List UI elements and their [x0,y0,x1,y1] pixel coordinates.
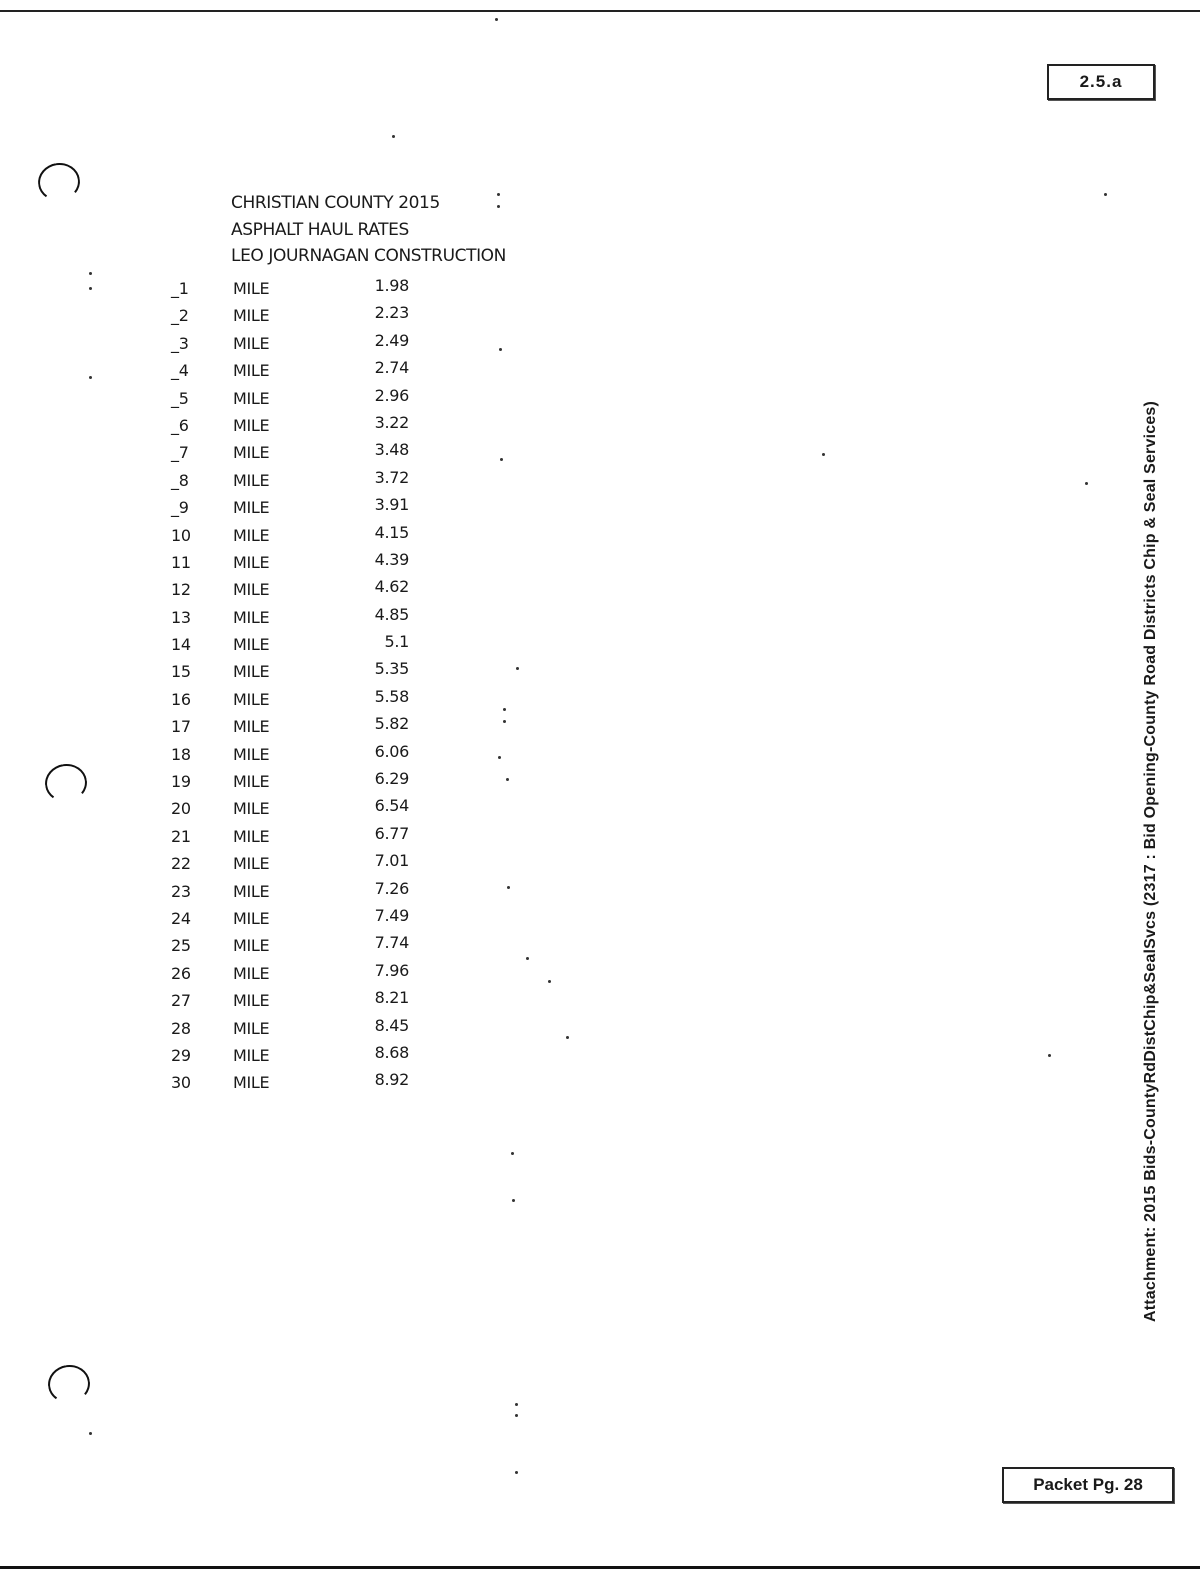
distance-unit: MILE [233,635,270,655]
heading-rates-title: ASPHALT HAUL RATES [231,220,409,240]
table-row [165,603,425,630]
distance-unit: MILE [233,936,270,956]
scan-speck [392,135,395,138]
distance-unit: MILE [233,361,270,381]
distance-unit: MILE [233,1045,270,1065]
distance-unit: MILE [233,826,270,846]
haul-rate-value: 4.39 [374,549,409,569]
haul-rate-value: 2.23 [374,303,409,323]
scan-speck [503,708,506,711]
distance-unit: MILE [233,689,270,709]
distance-miles: 29 [171,1045,191,1065]
haul-rate-value: 7.74 [374,933,409,953]
scan-speck [1048,1054,1051,1057]
distance-miles: 21 [171,826,191,846]
table-row [165,1068,425,1095]
distance-unit: MILE [233,525,270,545]
haul-rate-value: 3.72 [374,467,409,487]
attachment-note: Attachment: 2015 Bids-CountyRdDistChip&SealSvcs (2317 : Bid Opening-County Road Districts Chip & Seal Services) [1142,400,1159,1322]
table-row [165,904,425,931]
top-edge-rule [0,10,1200,12]
table-row [165,740,425,767]
haul-rate-value: 6.54 [374,796,409,816]
scan-speck [498,756,501,759]
distance-unit: MILE [233,279,270,298]
distance-miles: 26 [171,963,191,983]
distance-miles: _5 [171,388,189,408]
haul-rate-value: 3.48 [374,440,409,460]
distance-unit: MILE [233,854,270,874]
haul-rate-value: 6.06 [374,741,409,761]
distance-miles: 13 [171,607,191,627]
table-row [165,548,425,575]
distance-unit: MILE [233,470,270,490]
scan-speck [515,1471,518,1474]
distance-miles: 16 [171,689,191,709]
distance-unit: MILE [233,963,270,983]
scan-speck [566,1036,569,1039]
distance-unit: MILE [233,580,270,600]
haul-rate-value: 1.98 [374,276,409,295]
scan-speck [89,1432,92,1435]
distance-unit: MILE [233,388,270,408]
table-row [165,438,425,465]
haul-rate-value: 7.49 [374,905,409,925]
scan-speck [548,980,551,983]
distance-miles: _2 [171,306,189,326]
distance-miles: _8 [171,470,189,490]
haul-rate-value: 7.01 [374,851,409,871]
distance-unit: MILE [233,662,270,682]
punch-hole-bottom [46,1362,93,1405]
heading-contractor: LEO JOURNAGAN CONSTRUCTION [231,246,506,266]
distance-miles: 22 [171,854,191,874]
distance-unit: MILE [233,1018,270,1038]
haul-rate-value: 4.15 [374,522,409,542]
haul-rate-value: 4.62 [374,577,409,597]
distance-unit: MILE [233,552,270,572]
scan-speck [89,376,92,379]
scan-speck [89,287,92,290]
distance-miles: _3 [171,333,189,353]
table-row [165,521,425,548]
distance-miles: 19 [171,772,191,792]
distance-miles: 25 [171,936,191,956]
bottom-edge-rule [0,1566,1200,1569]
table-row [165,712,425,739]
table-row [165,877,425,904]
punch-hole-middle [43,761,90,804]
distance-miles: _7 [171,443,189,463]
table-row [165,329,425,356]
scan-speck [507,886,510,889]
table-row [165,986,425,1013]
scan-speck [822,453,825,456]
haul-rate-value: 5.82 [374,714,409,734]
table-row [165,301,425,328]
heading-county: CHRISTIAN COUNTY 2015 [231,193,440,213]
distance-miles: 23 [171,881,191,901]
haul-rate-value: 5.58 [374,686,409,706]
scan-speck [516,667,519,670]
haul-rate-value: 8.21 [374,988,409,1008]
scan-speck [515,1403,518,1406]
distance-unit: MILE [233,443,270,463]
haul-rate-value: 8.45 [374,1015,409,1035]
distance-unit: MILE [233,744,270,764]
haul-rate-value: 8.68 [374,1042,409,1062]
distance-unit: MILE [233,333,270,353]
distance-unit: MILE [233,607,270,627]
table-row [165,356,425,383]
distance-unit: MILE [233,1073,270,1093]
distance-miles: 11 [171,552,191,572]
distance-miles: 12 [171,580,191,600]
distance-miles: 14 [171,635,191,655]
table-row [165,411,425,438]
haul-rate-value: 8.92 [374,1070,409,1090]
distance-miles: 15 [171,662,191,682]
haul-rate-value: 6.29 [374,769,409,789]
table-row [165,931,425,958]
scan-speck [512,1199,515,1202]
scan-speck [1085,482,1088,485]
distance-miles: 20 [171,799,191,819]
haul-rate-value: 5.1 [384,632,409,652]
haul-rate-value: 7.96 [374,960,409,980]
haul-rate-table [165,274,425,1096]
distance-unit: MILE [233,908,270,928]
table-row [165,493,425,520]
punch-hole-top [36,160,83,203]
table-row [165,1014,425,1041]
distance-miles: 28 [171,1018,191,1038]
haul-rate-value: 7.26 [374,878,409,898]
haul-rate-value: 3.22 [374,412,409,432]
table-row [165,685,425,712]
scan-speck [1104,193,1107,196]
table-row [165,959,425,986]
distance-miles: _1 [171,279,189,298]
scan-speck [497,205,500,208]
table-row [165,657,425,684]
scan-speck [526,957,529,960]
scan-speck [500,458,503,461]
distance-unit: MILE [233,306,270,326]
table-row [165,822,425,849]
haul-rate-value: 2.49 [374,330,409,350]
table-row [165,466,425,493]
distance-miles: 10 [171,525,191,545]
scan-speck [495,18,498,21]
distance-miles: 18 [171,744,191,764]
scan-speck [511,1152,514,1155]
table-row [165,384,425,411]
distance-unit: MILE [233,415,270,435]
distance-miles: _9 [171,498,189,518]
distance-miles: 30 [171,1073,191,1093]
distance-unit: MILE [233,881,270,901]
packet-page-number: Packet Pg. 28 [1002,1467,1174,1503]
table-row [165,794,425,821]
table-row [165,1041,425,1068]
distance-unit: MILE [233,498,270,518]
haul-rate-value: 6.77 [374,823,409,843]
distance-unit: MILE [233,991,270,1011]
table-row [165,630,425,657]
table-row [165,274,425,301]
scan-speck [499,348,502,351]
haul-rate-value: 5.35 [374,659,409,679]
scan-speck [506,778,509,781]
haul-rate-value: 2.74 [374,358,409,378]
distance-miles: _6 [171,415,189,435]
distance-miles: 17 [171,717,191,737]
haul-rate-value: 4.85 [374,604,409,624]
distance-unit: MILE [233,799,270,819]
table-row [165,849,425,876]
haul-rate-value: 3.91 [374,495,409,515]
distance-miles: _4 [171,361,189,381]
distance-miles: 24 [171,908,191,928]
table-row [165,575,425,602]
distance-unit: MILE [233,717,270,737]
table-row [165,767,425,794]
scan-speck [497,193,500,196]
scan-speck [503,720,506,723]
distance-miles: 27 [171,991,191,1011]
distance-unit: MILE [233,772,270,792]
scan-speck [89,272,92,275]
scan-speck [515,1414,518,1417]
haul-rate-value: 2.96 [374,385,409,405]
agenda-item-badge: 2.5.a [1047,64,1155,100]
